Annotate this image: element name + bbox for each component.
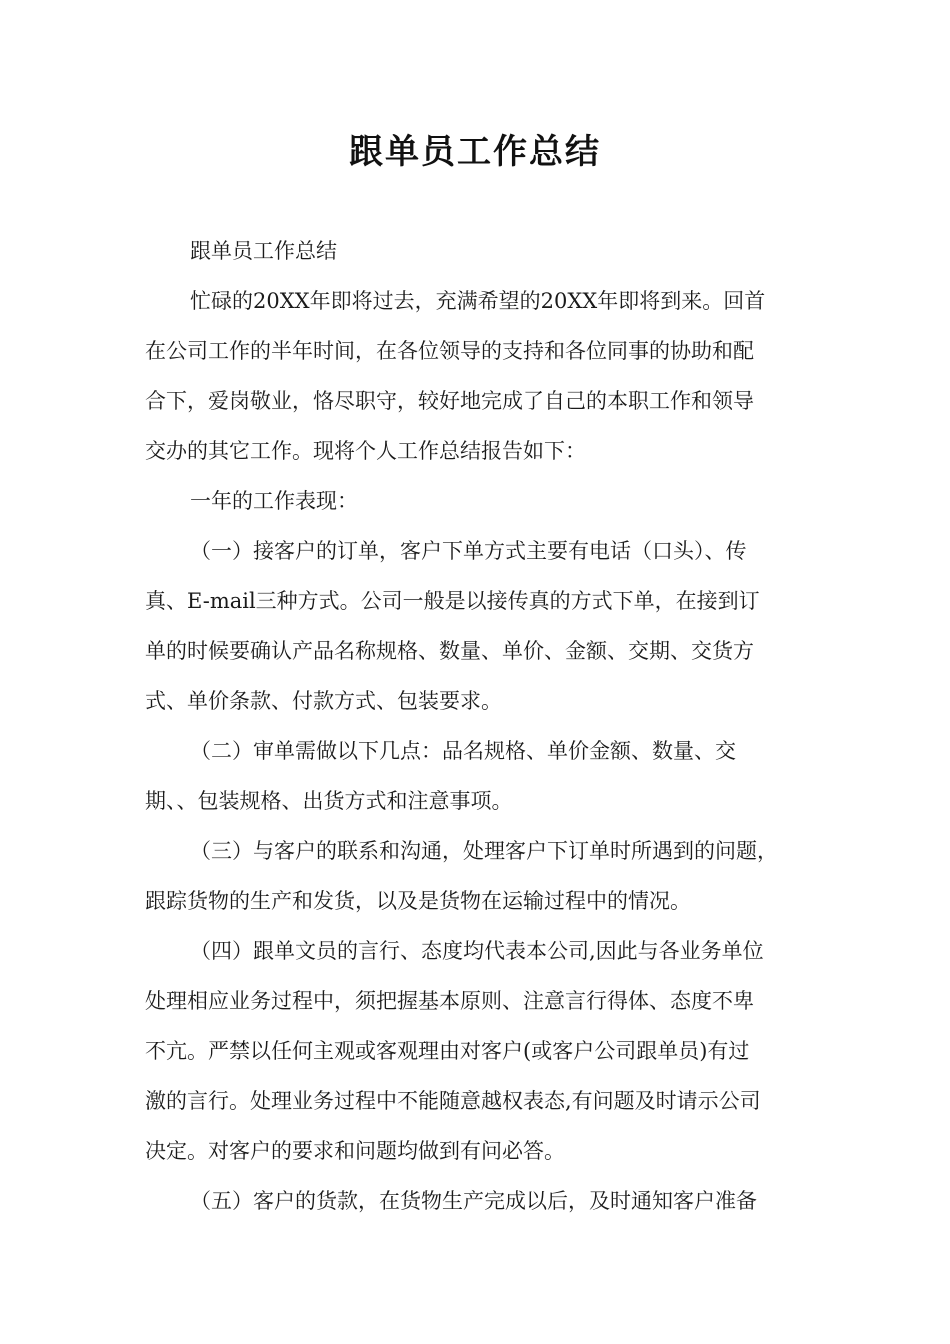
text-line: 合下，爱岗敬业，恪尽职守，较好地完成了自己的本职工作和领导 [145,389,754,413]
text-line: 交办的其它工作。现将个人工作总结报告如下： [145,439,586,463]
text-line: 单的时候要确认产品名称规格、数量、单价、金额、交期、交货方 [145,639,754,663]
text-line: 不亢。严禁以任何主观或客观理由对客户(或客户公司跟单员)有过 [145,1039,750,1063]
text-line: 跟单员工作总结 [190,239,337,263]
text-line: 期、、包装规格、出货方式和注意事项。 [145,789,513,813]
text-line: 处理相应业务过程中，须把握基本原则、注意言行得体、态度不卑 [145,989,754,1013]
text-line: （四）跟单文员的言行、态度均代表本公司,因此与各业务单位 [190,939,764,963]
text-line: 真、E-mail三种方式。公司一般是以接传真的方式下单，在接到订 [145,589,760,613]
text-line: 决定。对客户的要求和问题均做到有问必答。 [145,1139,565,1163]
text-line: （二）审单需做以下几点：品名规格、单价金额、数量、交 [190,739,736,763]
text-line: 忙碌的20XX年即将过去，充满希望的20XX年即将到来。回首 [190,289,766,313]
document-title: 跟单员工作总结 [349,132,601,172]
text-line: 跟踪货物的生产和发货，以及是货物在运输过程中的情况。 [145,889,691,913]
text-line: （一）接客户的订单，客户下单方式主要有电话（口头）、传 [190,539,747,563]
text-line: 在公司工作的半年时间，在各位领导的支持和各位同事的协助和配 [145,339,754,363]
text-line: （三）与客户的联系和沟通，处理客户下订单时所遇到的问题， [190,839,778,863]
text-line: 激的言行。处理业务过程中不能随意越权表态,有问题及时请示公司 [145,1089,761,1113]
text-line: 式、单价条款、付款方式、包装要求。 [145,689,502,713]
text-line: 一年的工作表现： [190,489,358,513]
text-line: （五）客户的货款，在货物生产完成以后，及时通知客户准备 [190,1189,757,1213]
